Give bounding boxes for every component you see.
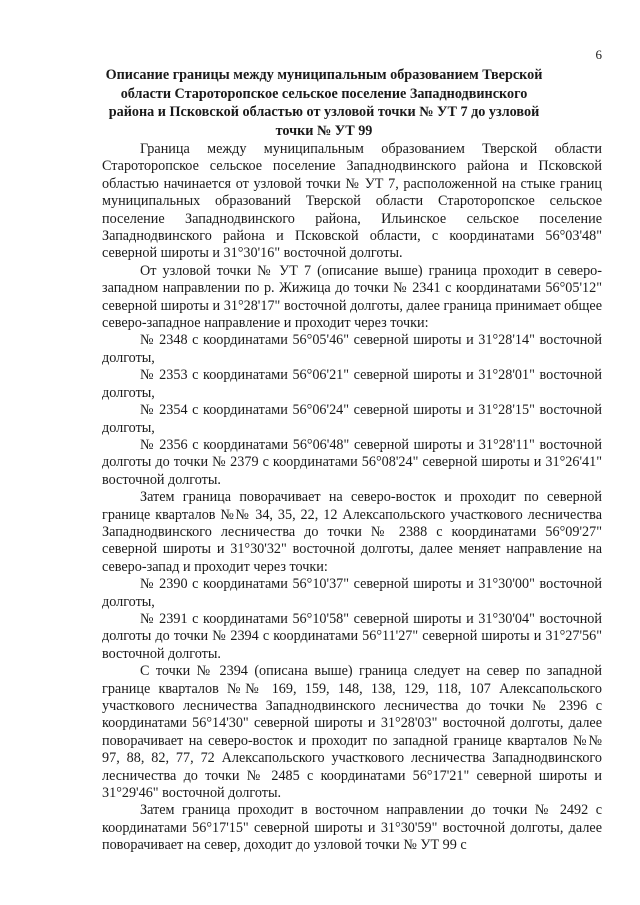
point-item-2353: № 2353 с координатами 56°06'21" северной широты и 31°28'01" восточной долготы, [102,367,602,401]
point-item-2356: № 2356 с координатами 56°06'48" северной широты и 31°28'11" восточной долготы до точки № 2379 с координатами 56°08'24" северной широты и 31°26'41" восточной долготы. [102,436,602,488]
paragraph-northeast-turn: Затем граница поворачивает на северо-восток и проходит по северной границе кварталов №№ 34, 35, 22, 12 Алексапольского участкового лесничества Западнодвинского лесничества до точки № 2388 с координатами 56°09'27" северной широты и 31°30'32" восточной долготы, далее меняет направление на северо-запад и проходит через точки: [102,489,602,575]
paragraph-east-route: Затем граница проходит в восточном направлении до точки № 2492 с координатами 56°17'15" северной широты и 31°30'59" восточной долготы, далее поворачивает на север, доходит до узловой точки № УТ 99 с [102,802,602,854]
paragraph-northwest-route: От узловой точки № УТ 7 (описание выше) граница проходит в северо-западном направлении по р. Жижица до точки № 2341 с координатами 56°05'12" северной широты и 31°28'17" восточной долготы, далее граница принимает общее северо-западное направление и проходит через точки: [102,262,602,332]
point-item-2391: № 2391 с координатами 56°10'58" северной широты и 31°30'04" восточной долготы до точки № 2394 с координатами 56°11'27" северной широты и 31°27'56" восточной долготы. [102,610,602,662]
document-title: Описание границы между муниципальным образованием Тверской области Староторопское сельское поселение Западнодвинского района и Псковской областью от узловой точки № УТ 7 до узловой точки № УТ 99 [105,67,543,139]
paragraph-north-route: С точки № 2394 (описана выше) граница следует на север по западной границе кварталов №№ 169, 159, 148, 138, 129, 118, 107 Алексапольского участкового лесничества Западнодвинского лесничества до точки № 2396 с координатами 56°14'30" северной широты и 31°28'03" восточной долготы, далее поворачивает на северо-восток и проходит по западной границе кварталов №№ 97, 88, 82, 77, 72 Алексапольского участкового лесничества Западнодвинского лесничества до точки № 2485 с координатами 56°17'21" северной широты и 31°29'46" восточной долготы. [102,663,602,802]
paragraph-intro: Граница между муниципальным образованием Тверской области Староторопское сельское поселение Западнодвинского района и Псковской областью начинается от узловой точки № УТ 7, расположенной на стыке границ муниципальных образований Тверской области Староторопское сельское поселение Западнодвинского района, Ильинское сельское поселение Западнодвинского района и Псковской области, с координатами 56°03'48" северной широты и 31°30'16" восточной долготы. [102,141,602,262]
point-item-2390: № 2390 с координатами 56°10'37" северной широты и 31°30'00" восточной долготы, [102,576,602,610]
point-item-2348: № 2348 с координатами 56°05'46" северной широты и 31°28'14" восточной долготы, [102,332,602,366]
point-item-2354: № 2354 с координатами 56°06'24" северной широты и 31°28'15" восточной долготы, [102,402,602,436]
document-body [102,141,602,855]
page-number: 6 [595,47,602,62]
